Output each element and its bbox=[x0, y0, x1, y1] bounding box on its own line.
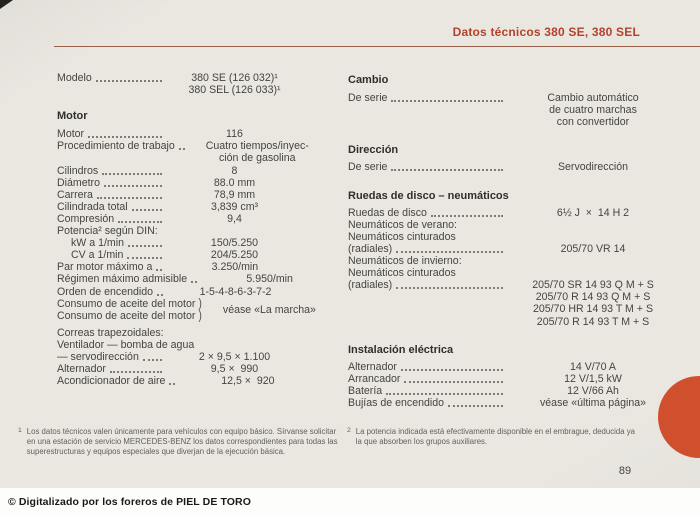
spec-row bbox=[348, 161, 678, 173]
spec-value bbox=[167, 165, 302, 177]
spec-value-line: 1-5-4-8-6-3-7-2 bbox=[199, 285, 272, 298]
spec-label: Cilindros bbox=[57, 164, 99, 177]
spec-label-text: Consumo de aceite del motor bbox=[57, 309, 196, 322]
spec-value-line: 205/70 SR 14 93 Q M + S bbox=[532, 279, 654, 292]
dotted-leader bbox=[404, 373, 503, 383]
brace-glyph: ) bbox=[198, 308, 202, 324]
dotted-leader bbox=[104, 177, 162, 187]
spec-row bbox=[57, 351, 302, 363]
spec-row bbox=[348, 385, 678, 397]
header-rule bbox=[54, 46, 700, 47]
spec-value bbox=[508, 161, 678, 173]
spec-label: (radiales) bbox=[348, 242, 393, 255]
spec-label: Régimen máximo admisible bbox=[57, 273, 188, 286]
spec-value bbox=[167, 72, 302, 96]
spec-label: Neumáticos de invierno: bbox=[348, 255, 462, 268]
spec-value-line: 9,5 × 990 bbox=[210, 363, 259, 376]
spec-value-line: 2 × 9,5 × 1.100 bbox=[198, 350, 271, 363]
spec-value bbox=[508, 373, 678, 385]
spec-label: Arrancador bbox=[348, 372, 401, 385]
footnote-text: Los datos técnicos valen únicamente para vehículos con equipo básico. Sírvanse solicitar en una estación de servicio MERCEDES-BENZ los datos correspondientes para todas las superestructuras y equipos especiales que diverjan de la ejecución básica. bbox=[26, 427, 338, 456]
spec-row bbox=[57, 375, 302, 387]
spec-value bbox=[508, 385, 678, 397]
spec-value bbox=[167, 363, 302, 375]
spec-value bbox=[202, 273, 337, 285]
spec-column-right bbox=[348, 72, 678, 409]
spec-label-text: Consumo de aceite del motor bbox=[57, 297, 196, 310]
spec-value-line: 205/70 R 14 93 T M + S bbox=[536, 315, 650, 328]
spec-value-line: 205/70 HR 14 93 T M + S bbox=[532, 303, 654, 316]
section-heading: Instalación eléctrica bbox=[348, 343, 454, 356]
spec-row bbox=[348, 397, 678, 409]
dotted-leader bbox=[128, 237, 162, 247]
spec-label: Batería bbox=[348, 384, 383, 397]
spec-value bbox=[508, 397, 678, 409]
dotted-leader bbox=[179, 140, 185, 150]
spec-row bbox=[57, 261, 302, 273]
spec-value bbox=[202, 304, 337, 316]
spec-value-line: ción de gasolina bbox=[218, 152, 296, 165]
spec-value-line: véase «última página» bbox=[539, 396, 646, 409]
spec-label: Alternador bbox=[57, 363, 106, 376]
spec-row bbox=[57, 363, 302, 375]
spec-row bbox=[57, 189, 302, 201]
page-number: 89 bbox=[618, 465, 632, 477]
spec-value-line: 3.250/min bbox=[211, 261, 259, 274]
footnote-text: La potencia indicada está efectivamente disponible en el embrague, deducida ya la que absorben los grupos auxiliares. bbox=[355, 427, 635, 446]
section-heading: Motor bbox=[57, 110, 88, 123]
dotted-leader bbox=[391, 161, 503, 171]
spec-value-line: 205/70 VR 14 bbox=[560, 242, 626, 255]
spec-label bbox=[57, 298, 202, 310]
footnote-right bbox=[347, 427, 643, 447]
spec-label: Acondicionador de aire bbox=[57, 375, 166, 388]
spec-label: Par motor máximo a bbox=[57, 261, 153, 274]
spec-value bbox=[167, 177, 302, 189]
spec-value bbox=[180, 375, 315, 387]
spec-row bbox=[57, 273, 302, 285]
dotted-leader bbox=[102, 165, 162, 175]
spec-value bbox=[167, 261, 302, 273]
spec-value-line: 78,9 mm bbox=[213, 188, 256, 201]
spec-label: Diámetro bbox=[57, 176, 100, 189]
spec-value bbox=[508, 207, 678, 219]
spec-row bbox=[57, 140, 309, 165]
spec-value bbox=[167, 237, 302, 249]
spec-row bbox=[348, 361, 678, 373]
dotted-leader bbox=[110, 363, 162, 373]
spec-label: Cilindrada total bbox=[57, 200, 128, 213]
spec-label: Ruedas de disco bbox=[348, 206, 427, 219]
spec-label: (radiales) bbox=[348, 279, 393, 292]
spec-label: CV a 1/min bbox=[71, 249, 124, 262]
spec-value bbox=[167, 351, 302, 363]
spec-value-line: 9,4 bbox=[227, 212, 242, 225]
spec-row bbox=[348, 279, 678, 327]
spec-label: Procedimiento de trabajo bbox=[57, 140, 175, 153]
spec-row bbox=[57, 165, 302, 177]
dotted-leader bbox=[401, 361, 503, 371]
digitization-credit: © Digitalizado por los foreros de PIEL DE TORO bbox=[8, 496, 251, 508]
dotted-leader bbox=[88, 128, 162, 138]
spec-row bbox=[348, 92, 678, 128]
spec-label: Orden de encendido bbox=[57, 285, 154, 298]
spec-value bbox=[167, 213, 302, 225]
footnote-marker: 2 bbox=[347, 427, 351, 434]
spec-value-line: 204/5.250 bbox=[210, 249, 259, 262]
spec-label: Neumáticos cinturados bbox=[348, 267, 456, 280]
spec-value bbox=[167, 249, 302, 261]
spec-label bbox=[57, 310, 202, 322]
spec-value-line: 88.0 mm bbox=[213, 176, 256, 189]
dotted-leader bbox=[156, 261, 162, 271]
spec-row bbox=[348, 373, 678, 385]
spec-value-line: 380 SEL (126 033)¹ bbox=[188, 84, 281, 97]
spec-label: kW a 1/min bbox=[71, 237, 124, 250]
spec-value-line: 116 bbox=[226, 128, 243, 141]
credit-bar bbox=[0, 488, 700, 515]
footnote-marker: 1 bbox=[18, 427, 22, 434]
spec-value-line: 150/5.250 bbox=[210, 237, 259, 250]
section-heading: Ruedas de disco – neumáticos bbox=[348, 189, 509, 202]
dotted-leader bbox=[448, 397, 503, 407]
dotted-leader bbox=[391, 92, 503, 102]
brace-glyph: ) bbox=[198, 296, 202, 312]
spec-value-line: 14 V/70 A bbox=[570, 360, 616, 373]
spec-row bbox=[57, 286, 302, 298]
spec-value bbox=[168, 286, 303, 298]
spec-row bbox=[57, 213, 302, 225]
spec-label: — servodirección bbox=[57, 350, 139, 363]
spec-value-line: Servodirección bbox=[557, 161, 629, 174]
spec-value-line: 6½ J × 14 H 2 bbox=[556, 206, 630, 219]
spec-value-line: de cuatro marchas bbox=[549, 104, 637, 117]
spec-label: Correas trapezoidales: bbox=[57, 326, 164, 339]
spec-label: Neumáticos de verano: bbox=[348, 218, 457, 231]
spec-column-left bbox=[57, 72, 316, 388]
spec-row bbox=[57, 249, 302, 261]
spec-label: Alternador bbox=[348, 360, 397, 373]
footnote-left bbox=[18, 427, 346, 456]
spec-value-line: 3,839 cm³ bbox=[210, 200, 259, 213]
spec-value bbox=[508, 243, 678, 255]
spec-value bbox=[167, 128, 302, 140]
spec-row bbox=[57, 201, 302, 213]
spec-label: Potencia² según DIN: bbox=[57, 225, 158, 238]
spec-label-group bbox=[57, 298, 202, 322]
spec-value-line: 8 bbox=[231, 164, 238, 177]
section-heading: Dirección bbox=[348, 144, 399, 157]
spec-label: De serie bbox=[348, 92, 388, 105]
page-title: Datos técnicos 380 SE, 380 SEL bbox=[452, 25, 640, 39]
spec-label: Carrera bbox=[57, 188, 93, 201]
spec-label: Modelo bbox=[57, 72, 92, 84]
dotted-leader bbox=[396, 243, 503, 253]
spec-value bbox=[508, 279, 678, 327]
dotted-leader bbox=[118, 213, 162, 223]
dotted-leader bbox=[127, 249, 162, 259]
spec-row bbox=[57, 128, 302, 140]
spec-label: Ventilador — bomba de agua bbox=[57, 338, 195, 351]
spec-value-line: 12 V/66 Ah bbox=[567, 384, 619, 397]
spec-value bbox=[190, 140, 325, 164]
dotted-leader bbox=[96, 72, 162, 82]
spec-row bbox=[57, 72, 302, 96]
spec-row bbox=[57, 177, 302, 189]
spec-row bbox=[348, 243, 678, 255]
spec-value-line: 205/70 R 14 93 Q M + S bbox=[535, 291, 651, 304]
section-heading: Cambio bbox=[348, 74, 389, 86]
spec-value-line: 5.950/min bbox=[246, 273, 293, 286]
spec-label: Bujías de encendido bbox=[348, 396, 445, 409]
spec-value-line: 380 SE (126 032)¹ bbox=[191, 72, 278, 84]
spec-label: De serie bbox=[348, 161, 388, 174]
dotted-leader bbox=[169, 375, 175, 385]
dotted-leader bbox=[97, 189, 162, 199]
dotted-leader bbox=[143, 351, 162, 361]
spec-label: Neumáticos cinturados bbox=[348, 230, 456, 243]
spec-row bbox=[57, 237, 302, 249]
spec-value bbox=[508, 92, 678, 128]
spec-row bbox=[57, 296, 316, 324]
dotted-leader bbox=[396, 279, 503, 289]
spec-value-line: Cuatro tiempos/inyec- bbox=[205, 140, 309, 153]
spec-label: Compresión bbox=[57, 212, 115, 225]
spec-value-line: Cambio automático bbox=[547, 92, 639, 105]
dotted-leader bbox=[191, 273, 197, 283]
spec-value bbox=[167, 201, 302, 213]
spec-value-line: véase «La marcha» bbox=[222, 303, 316, 316]
dotted-leader bbox=[157, 286, 163, 296]
dotted-leader bbox=[386, 385, 503, 395]
spec-row bbox=[348, 207, 678, 219]
spec-value-line: con convertidor bbox=[556, 116, 630, 129]
spec-value-line: 12 V/1,5 kW bbox=[564, 372, 622, 385]
dotted-leader bbox=[132, 201, 162, 211]
dotted-leader bbox=[431, 207, 503, 217]
spec-value bbox=[167, 189, 302, 201]
spec-value bbox=[508, 361, 678, 373]
spec-value-line: 12,5 × 920 bbox=[221, 375, 275, 388]
spec-label: Motor bbox=[57, 128, 85, 141]
